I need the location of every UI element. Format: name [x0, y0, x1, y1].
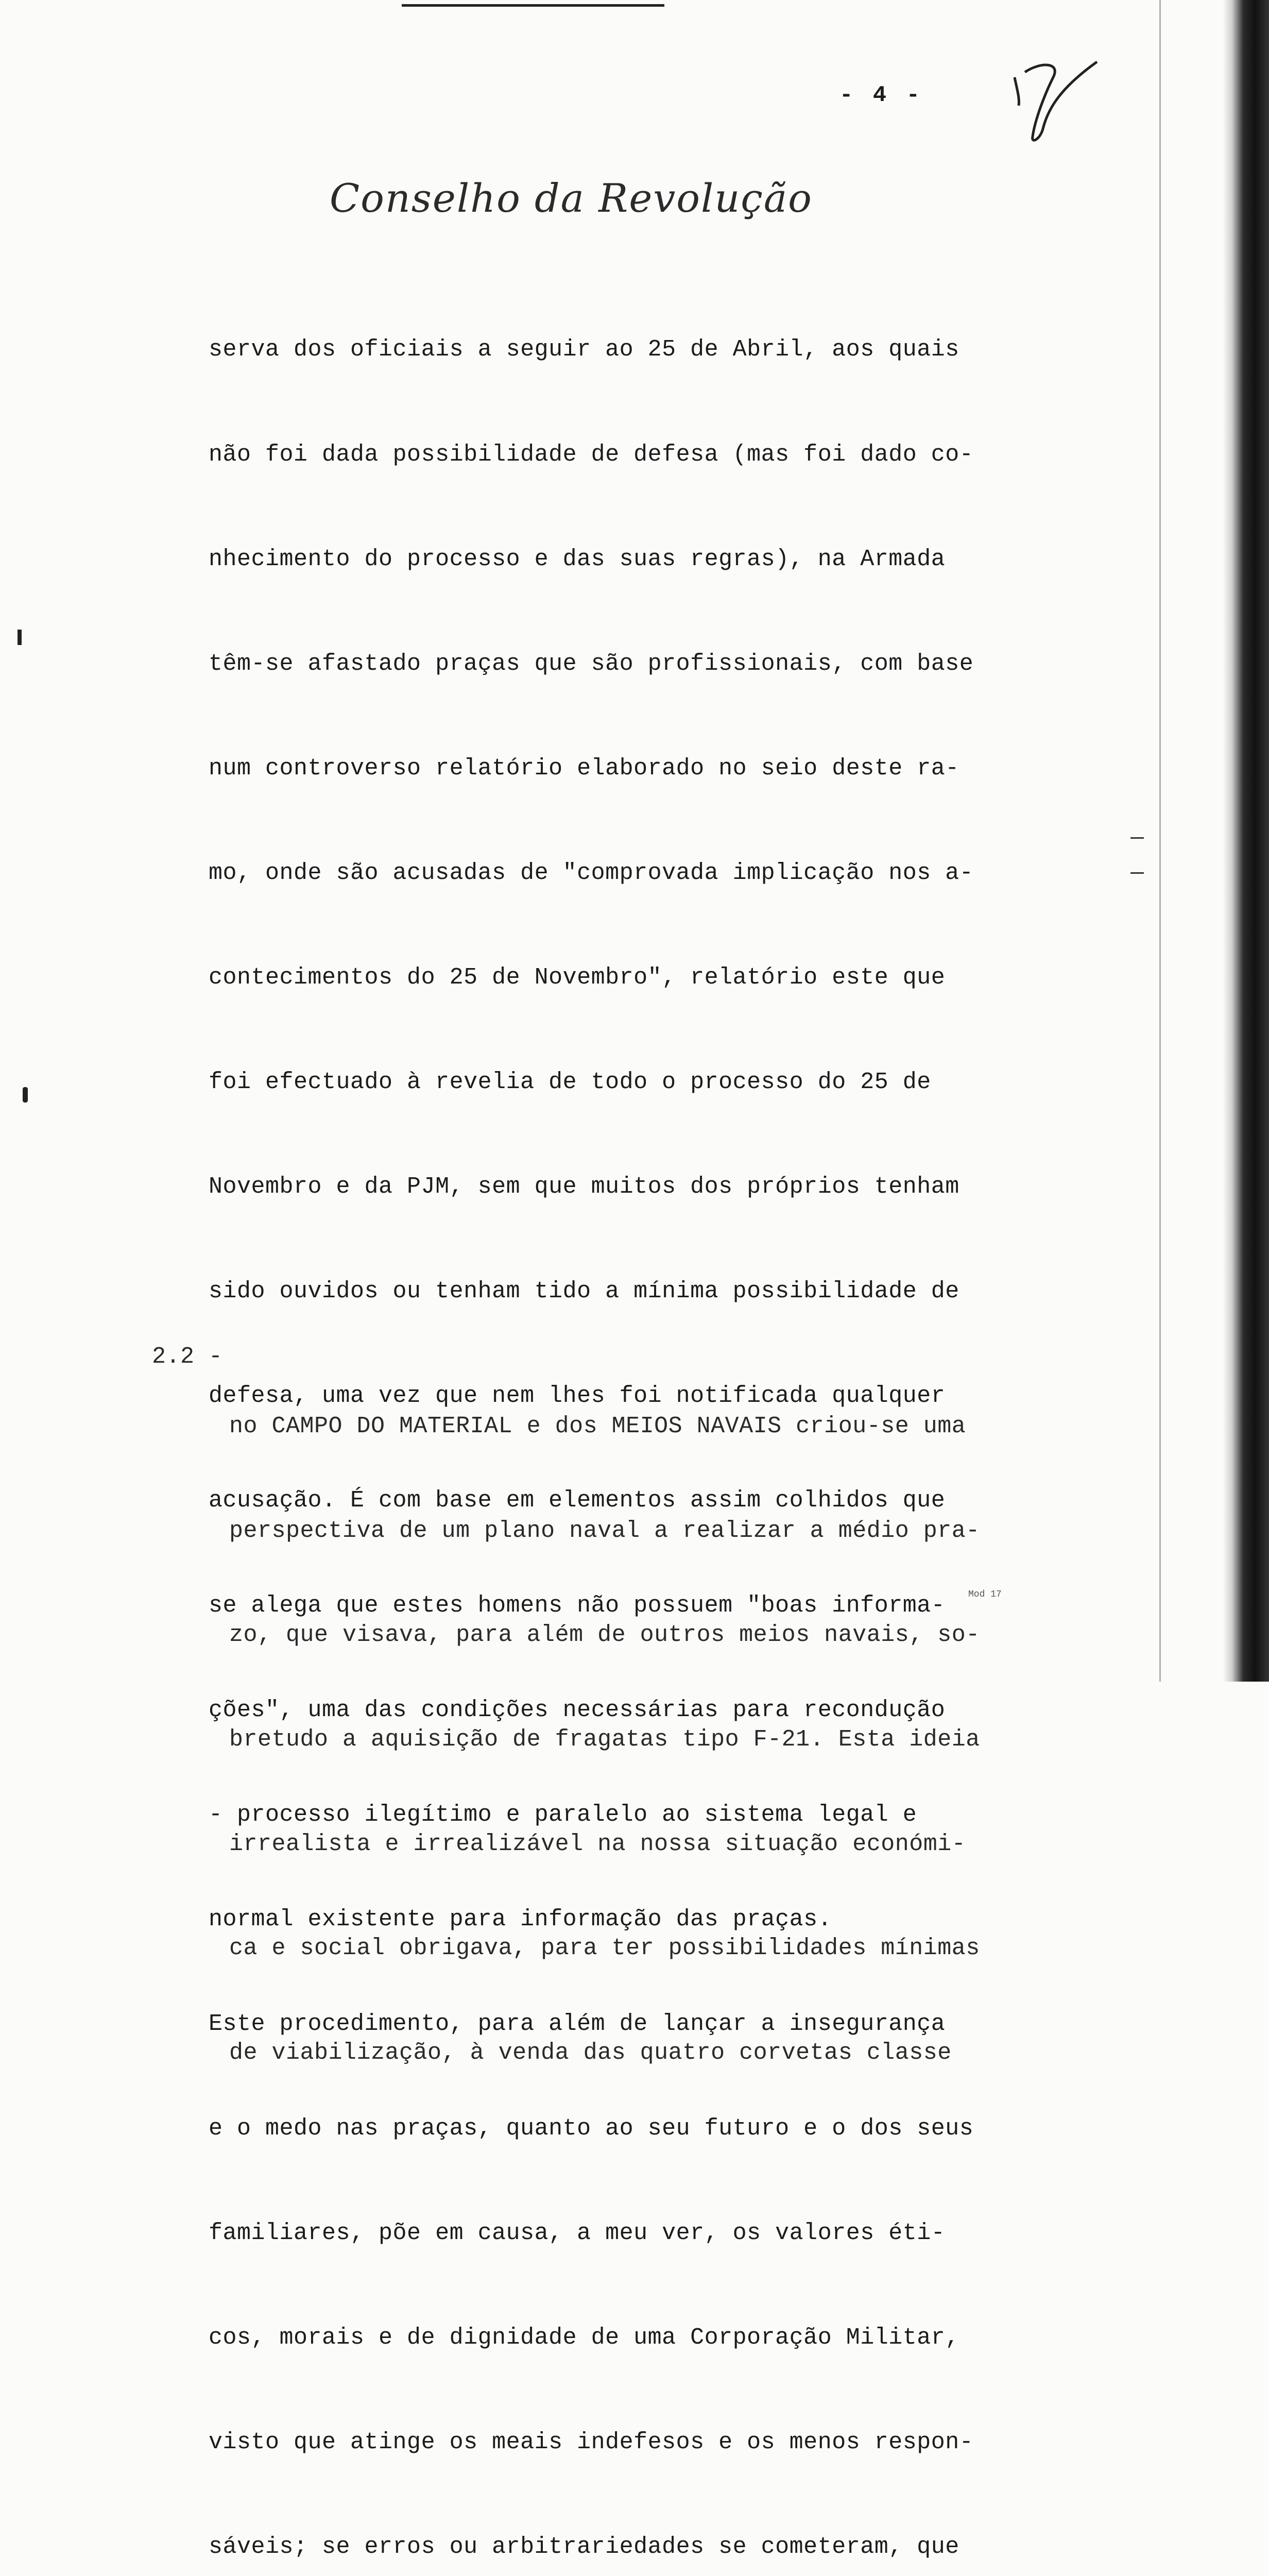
punch-mark: [18, 630, 22, 645]
body-line: acusação. É com base em elementos assim colhidos que: [209, 1487, 946, 1514]
body-line: Este procedimento, para além de lançar a insegurança: [209, 2010, 946, 2037]
body-line: mo, onde são acusadas de "comprovada implicação nos a-: [209, 859, 974, 886]
section-line: de viabilização, à venda das quatro corvetas classe: [229, 2040, 952, 2066]
section-number: 2.2 -: [152, 1344, 223, 1370]
body-line: normal existente para informação das praças.: [209, 1906, 832, 1933]
body-line: sáveis; se erros ou arbitrariedades se cometeram, que: [209, 2534, 959, 2561]
form-code: Mod 17: [968, 1589, 1002, 1600]
body-line: - processo ilegítimo e paralelo ao sistema legal e: [209, 1801, 917, 1828]
body-line: contecimentos do 25 de Novembro", relatório este que: [209, 964, 946, 991]
section-line: perspectiva de um plano naval a realizar a médio pra-: [229, 1517, 980, 1544]
letterhead-title: Conselho da Revolução: [330, 175, 813, 221]
section-text: [229, 1340, 980, 2140]
binding-edge: [1223, 0, 1269, 1682]
body-line: ções", uma das condições necessárias para recondução: [209, 1697, 946, 1723]
body-line: se alega que estes homens não possuem "boas informa-: [209, 1592, 946, 1619]
body-line: familiares, põe em causa, a meu ver, os valores éti-: [209, 2220, 946, 2247]
margin-dash: [1130, 837, 1144, 839]
body-line: defesa, uma vez que nem lhes foi notificada qualquer: [209, 1383, 946, 1410]
section-line: zo, que visava, para além de outros meios navais, so-: [229, 1622, 980, 1649]
body-line: têm-se afastado praças que são profissionais, com base: [209, 650, 974, 677]
body-line: serva dos oficiais a seguir ao 25 de Abril, aos quais: [209, 336, 959, 363]
section-line: ca e social obrigava, para ter possibilidades mínimas: [229, 1935, 980, 1962]
body-line: foi efectuado à revelia de todo o processo do 25 de: [209, 1069, 931, 1096]
body-line: nhecimento do processo e das suas regras), na Armada: [209, 546, 946, 572]
body-line: num controverso relatório elaborado no seio deste ra-: [209, 755, 959, 782]
body-line: não foi dada possibilidade de defesa (mas foi dado co-: [209, 441, 974, 468]
section-line: no CAMPO DO MATERIAL e dos MEIOS NAVAIS criou-se uma: [229, 1413, 966, 1439]
margin-dash: [1130, 872, 1144, 874]
top-rule: [402, 4, 664, 7]
punch-mark: [23, 1087, 28, 1103]
page-number: - 4 -: [839, 82, 923, 108]
body-line: cos, morais e de dignidade de uma Corporação Militar,: [209, 2325, 959, 2351]
body-line: visto que atinge os meais indefesos e os menos respon-: [209, 2429, 974, 2456]
section-line: bretudo a aquisição de fragatas tipo F-21. Esta ideia: [229, 1726, 980, 1753]
section-line: irrealista e irrealizável na nossa situação económi-: [229, 1831, 966, 1857]
body-line: Novembro e da PJM, sem que muitos dos próprios tenham: [209, 1174, 959, 1200]
handwritten-initials-mark: [1004, 41, 1107, 144]
binding-shadow-line: [1159, 0, 1161, 1682]
body-line: sido ouvidos ou tenham tido a mínima possibilidade de: [209, 1278, 959, 1305]
body-line: e o medo nas praças, quanto ao seu futuro e o dos seus: [209, 2115, 974, 2142]
